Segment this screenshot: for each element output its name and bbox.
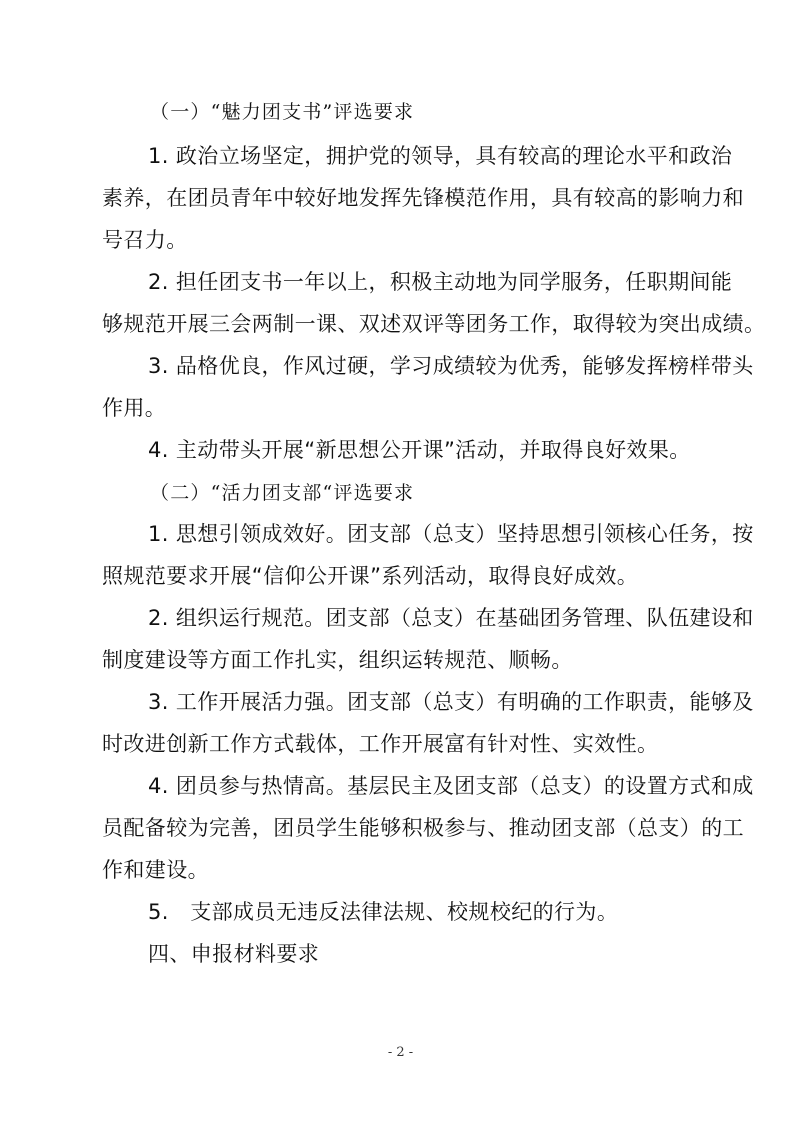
- section1-item4-line1: 4. 主动带头开展“新思想公开课”活动，并取得良好效果。: [148, 438, 691, 462]
- section2-item4-line3: 作和建设。: [102, 858, 209, 882]
- section1-item3-line1: 3. 品格优良，作风过硬，学习成绩较为优秀，能够发挥榜样带头: [148, 354, 754, 378]
- section1-item1-line3: 号召力。: [102, 228, 188, 252]
- page-number: - 2 -: [387, 1045, 414, 1060]
- section2-heading: （二）“活力团支部“评选要求: [150, 482, 415, 504]
- section2-item4-line1: 4. 团员参与热情高。基层民主及团支部（总支）的设置方式和成: [148, 774, 754, 798]
- section1-item1-line2: 素养，在团员青年中较好地发挥先锋模范作用，具有较高的影响力和: [102, 186, 744, 210]
- section1-item3-line2: 作用。: [102, 396, 167, 420]
- section2-item2-line2: 制度建设等方面工作扎实，组织运转规范、顺畅。: [102, 648, 573, 672]
- section2-item5-line1: 5. 支部成员无违反法律法规、校规校纪的行为。: [148, 900, 619, 924]
- section2-item1-line1: 1. 思想引领成效好。团支部（总支）坚持思想引领核心任务，按: [148, 522, 754, 546]
- section2-item1-line2: 照规范要求开展“信仰公开课”系列活动，取得良好成效。: [102, 564, 639, 588]
- section1-item2-line2: 够规范开展三会两制一课、双述双评等团务工作，取得较为突出成绩。: [102, 312, 766, 336]
- section2-item3-line2: 时改进创新工作方式载体，工作开展富有针对性、实效性。: [102, 732, 659, 756]
- section2-item4-line2: 员配备较为完善，团员学生能够积极参与、推动团支部（总支）的工: [102, 816, 744, 840]
- section1-heading: （一）“魅力团支书”评选要求: [150, 101, 415, 123]
- section1-item2-line1: 2. 担任团支书一年以上，积极主动地为同学服务，任职期间能: [148, 270, 733, 294]
- section1-item1-line1: 1. 政治立场坚定，拥护党的领导，具有较高的理论水平和政治: [148, 144, 733, 168]
- section2-item3-line1: 3. 工作开展活力强。团支部（总支）有明确的工作职责，能够及: [148, 690, 754, 714]
- section4-heading: 四、申报材料要求: [148, 942, 320, 966]
- section2-item2-line1: 2. 组织运行规范。团支部（总支）在基础团务管理、队伍建设和: [148, 606, 754, 630]
